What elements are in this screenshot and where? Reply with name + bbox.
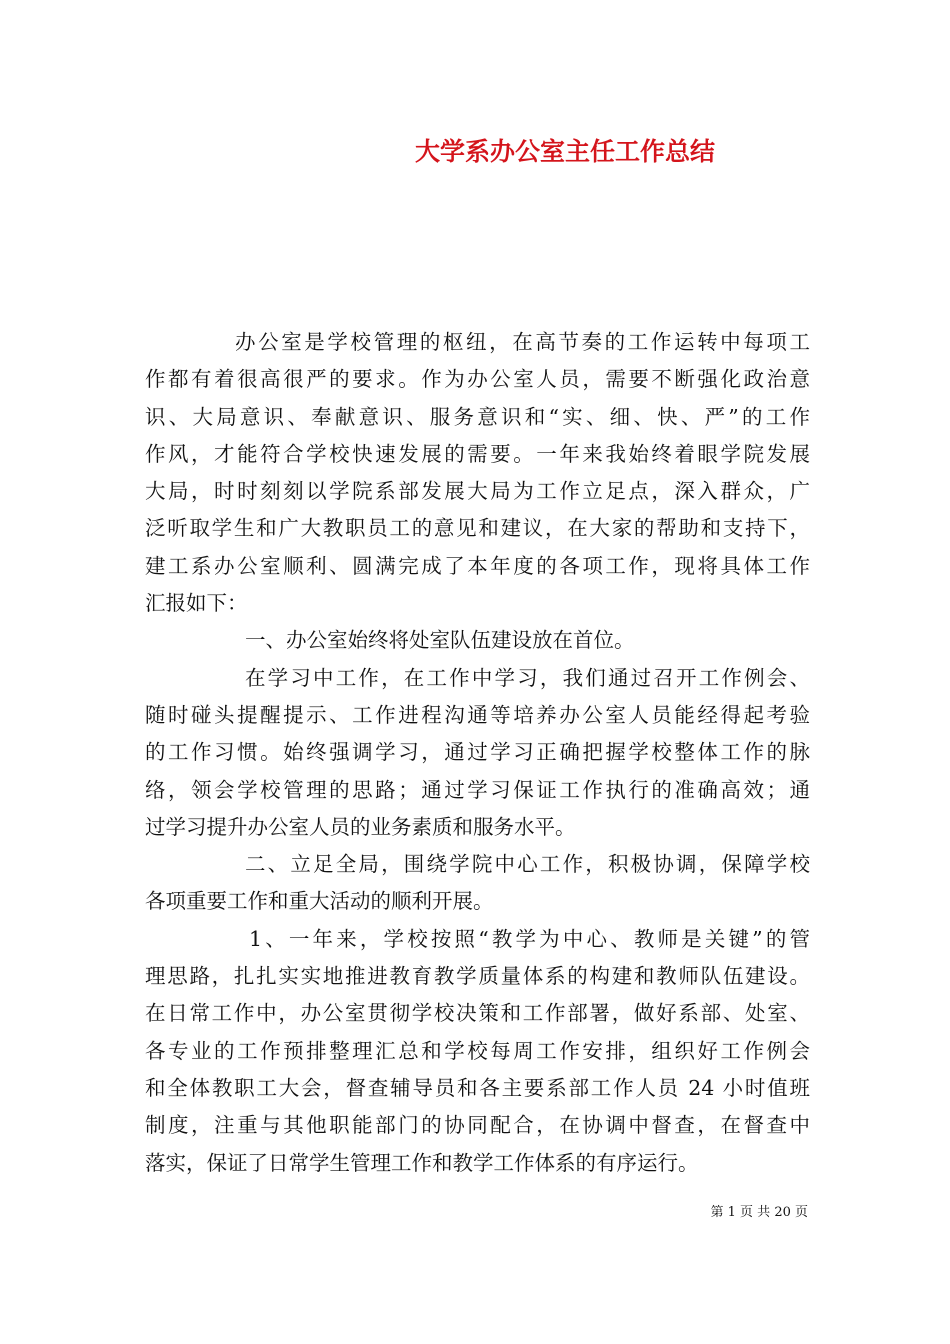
body-line: 在日常工作中，办公室贯彻学校决策和工作部署，做好系部、处室、 [145,1001,810,1026]
body-line: 落实，保证了日常学生管理工作和教学工作体系的有序运行。 [145,1150,699,1175]
body-line: 大局，时时刻刻以学院系部发展大局为工作立足点，深入群众，广 [145,479,810,504]
body-line: 在学习中工作，在工作中学习，我们通过召开工作例会、 [245,665,810,690]
page-number: 第 1 页 共 20 页 [710,1205,808,1220]
body-line: 和全体教职工大会，督查辅导员和各主要系部工作人员 24 小时值班 [145,1075,810,1100]
body-line: 作风，才能符合学校快速发展的需要。一年来我始终着眼学院发展 [145,441,810,466]
document-title: 大学系办公室主任工作总结 [414,137,715,166]
body-line: 理思路，扎扎实实地推进教育教学质量体系的构建和教师队伍建设。 [145,964,810,989]
body-line: 泛听取学生和广大教职员工的意见和建议，在大家的帮助和支持下， [145,516,810,541]
body-line: 过学习提升办公室人员的业务素质和服务水平。 [145,814,576,839]
body-line: 汇报如下： [145,591,248,616]
body-line: 随时碰头提醒提示、工作进程沟通等培养办公室人员能经得起考验 [145,702,810,727]
section-heading-2-cont: 各项重要工作和重大活动的顺利开展。 [145,889,494,914]
section-heading-1: 一、办公室始终将处室队伍建设放在首位。 [245,628,635,653]
body-line: 建工系办公室顺利、圆满完成了本年度的各项工作，现将具体工作 [145,553,810,578]
section-heading-2: 二、立足全局，围绕学院中心工作，积极协调，保障学校 [245,852,810,877]
body-line: 办公室是学校管理的枢纽，在高节奏的工作运转中每项工 [235,330,810,354]
body-line: 各专业的工作预排整理汇总和学校每周工作安排，组织好工作例会 [145,1038,810,1063]
body-line: 络，领会学校管理的思路；通过学习保证工作执行的准确高效；通 [145,777,810,802]
body-line: 制度，注重与其他职能部门的协同配合，在协调中督查，在督查中 [145,1113,810,1138]
body-line: 的工作习惯。始终强调学习，通过学习正确把握学校整体工作的脉 [145,740,810,765]
body-line: 作都有着很高很严的要求。作为办公室人员，需要不断强化政治意 [145,367,810,392]
document-body [145,324,810,1182]
body-line: 1、一年来，学校按照“教学为中心、教师是关键”的管 [249,926,810,951]
body-line: 识、大局意识、奉献意识、服务意识和“实、细、快、严”的工作 [145,404,810,429]
